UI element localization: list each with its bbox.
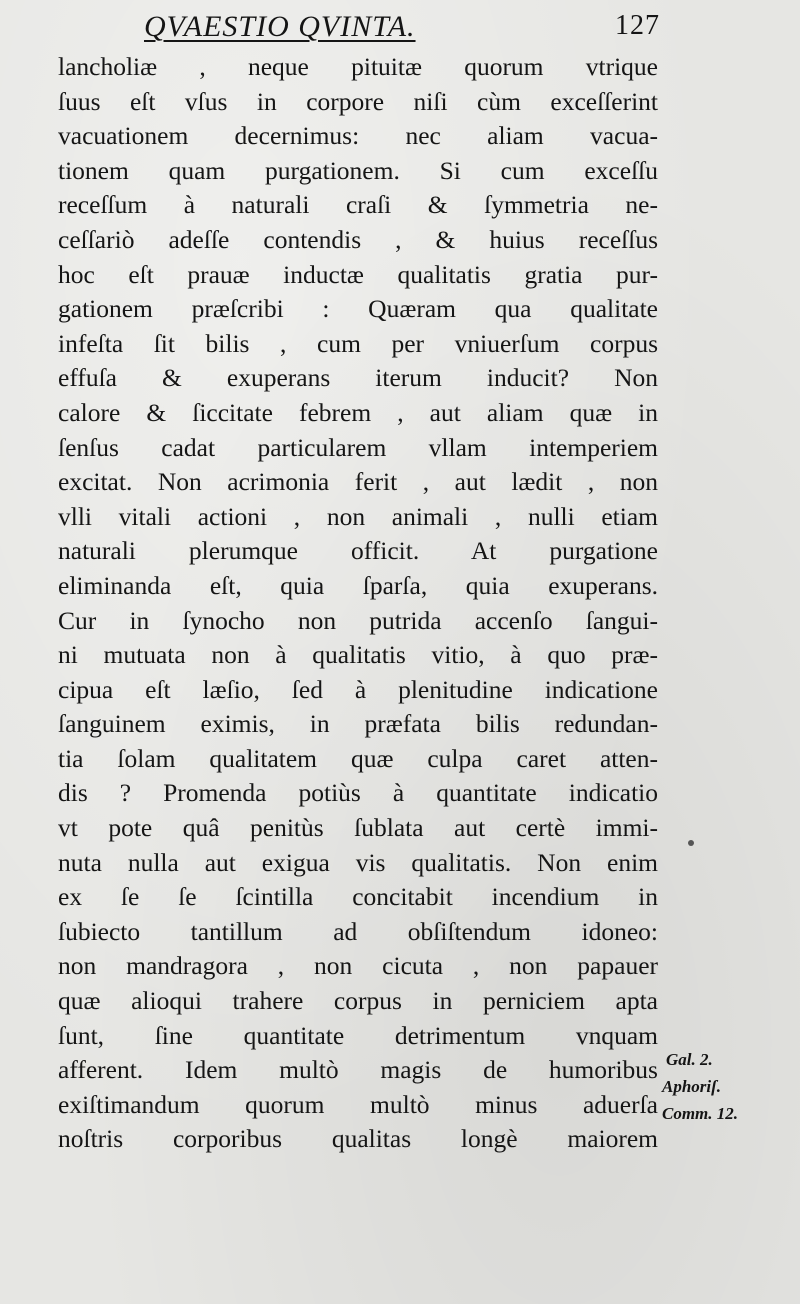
running-head xyxy=(140,6,660,46)
text-line: ni mutuata non à qualitatis vitio, à quo præ- xyxy=(58,640,658,670)
text-line: tionem quam purgationem. Si cum exceſſu xyxy=(58,155,658,185)
marginal-note-line: Aphoriſ. xyxy=(662,1077,722,1096)
text-line: naturali plerumque officit. At purgatione xyxy=(58,536,658,566)
text-line: noſtris corporibus qualitas longè maiorem xyxy=(58,1124,658,1154)
text-line: ceſſariò adeſſe contendis , & huius receſſus xyxy=(58,224,658,254)
text-line: exiſtimandum quorum multò minus aduerſa xyxy=(58,1089,658,1119)
text-line: calore & ſiccitate febrem , aut aliam quæ in xyxy=(58,397,658,427)
text-line: ſenſus cadat particularem vllam intemperiem xyxy=(58,432,658,462)
text-line: ſunt, ſine quantitate detrimentum vnquam xyxy=(58,1020,658,1050)
page-number: 127 xyxy=(615,10,660,41)
text-line: ſanguinem eximis, in præfata bilis redundan- xyxy=(58,709,658,739)
marginal-note-line: Gal. 2. xyxy=(666,1050,713,1069)
text-line: effuſa & exuperans iterum inducit? Non xyxy=(58,363,658,393)
text-line: tia ſolam qualitatem quæ culpa caret atten- xyxy=(58,743,658,773)
marginal-note-line: Comm. 12. xyxy=(662,1104,739,1123)
text-line: Cur in ſynocho non putrida accenſo ſangui- xyxy=(58,605,658,635)
text-line: vt pote quâ penitùs ſublata aut certè immi- xyxy=(58,813,658,843)
text-line: eliminanda eſt, quia ſparſa, quia exuperans. xyxy=(58,570,658,600)
text-line: ex ſe ſe ſcintilla concitabit incendium in xyxy=(58,882,658,912)
running-head-title: QVAESTIO QVINTA. xyxy=(144,10,416,43)
text-line: ſuus eſt vſus in corpore niſi cùm exceſſerint xyxy=(58,86,658,116)
text-line: non mandragora , non cicuta , non papauer xyxy=(58,951,658,981)
text-line: ſubiecto tantillum ad obſiſtendum idoneo: xyxy=(58,916,658,946)
marginal-note xyxy=(662,1046,792,1127)
text-line: nuta nulla aut exigua vis qualitatis. Non enim xyxy=(58,847,658,877)
text-line: receſſum à naturali craſi & ſymmetria ne- xyxy=(58,190,658,220)
text-line: quæ alioqui trahere corpus in perniciem apta xyxy=(58,986,658,1016)
text-line: excitat. Non acrimonia ferit , aut lædit , non xyxy=(58,467,658,497)
ink-speck-decoration xyxy=(688,840,694,846)
body-text xyxy=(58,50,658,1157)
text-line: vlli vitali actioni , non animali , nulli etiam xyxy=(58,501,658,531)
text-line: infeſta ſit bilis , cum per vniuerſum corpus xyxy=(58,328,658,358)
text-line: vacuationem decernimus: nec aliam vacua- xyxy=(58,121,658,151)
text-line: gationem præſcribi : Quæram qua qualitate xyxy=(58,294,658,324)
text-line: hoc eſt prauæ inductæ qualitatis gratia pur- xyxy=(58,259,658,289)
text-line: dis ? Promenda potiùs à quantitate indicatio xyxy=(58,778,658,808)
text-line: lancholiæ , neque pituitæ quorum vtrique xyxy=(58,52,658,81)
text-line: cipua eſt læſio, ſed à plenitudine indicatione xyxy=(58,674,658,704)
text-line: afferent. Idem multò magis de humoribus xyxy=(58,1055,658,1085)
